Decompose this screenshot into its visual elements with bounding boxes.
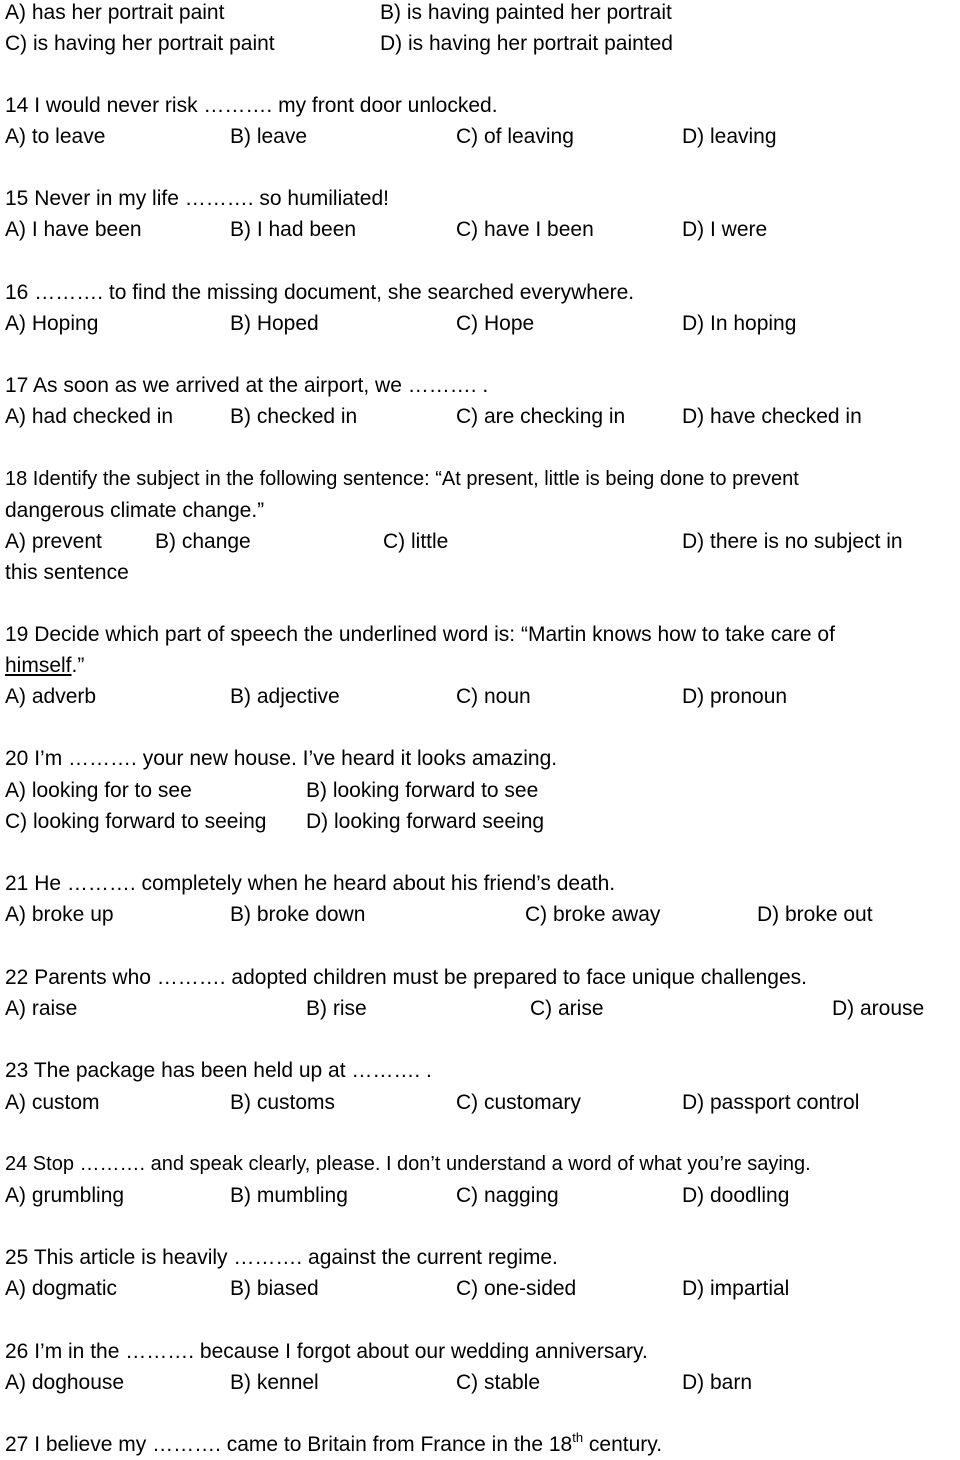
q18-option-d-continued: this sentence [5,561,129,584]
q19-option-d: D) pronoun [682,685,788,708]
q15-option-c: C) have I been [456,218,594,241]
q18-option-a: A) prevent [5,530,102,553]
q25-option-c: C) one-sided [456,1277,577,1300]
q18-stem-line2: dangerous climate change.” [5,499,265,522]
q26-option-d: D) barn [682,1371,753,1394]
q22-option-d: D) arouse [832,997,925,1020]
q18-option-b: B) change [155,530,251,553]
q13-option-a: A) has her portrait paint [5,1,225,24]
q13-option-c: C) is having her portrait paint [5,32,275,55]
q26-option-a: A) doghouse [5,1371,125,1394]
q17-option-a: A) had checked in [5,405,174,428]
q24-stem: 24 Stop ………. and speak clearly, please. I don’t understand a word of what you’re saying. [5,1153,811,1175]
q20-option-c: C) looking forward to seeing [5,810,267,833]
q25-option-d: D) impartial [682,1277,790,1300]
q16-stem: 16 ………. to find the missing document, she searched everywhere. [5,281,635,304]
q15-option-b: B) I had been [230,218,357,241]
q16-option-c: C) Hope [456,312,535,335]
q18-option-d: D) there is no subject in [682,530,903,553]
q19-stem-tail: .” [71,654,85,677]
q24-option-a: A) grumbling [5,1184,125,1207]
q22-option-b: B) rise [306,997,367,1020]
q27-ordinal-suffix: th [572,1430,584,1445]
q23-option-c: C) customary [456,1091,581,1114]
q22-option-c: C) arise [530,997,604,1020]
q20-option-b: B) looking forward to see [306,779,539,802]
q26-option-c: C) stable [456,1371,541,1394]
q14-stem: 14 I would never risk ………. my front door unlocked. [5,94,498,117]
q23-stem: 23 The package has been held up at ………. . [5,1059,432,1082]
q25-option-a: A) dogmatic [5,1277,118,1300]
q23-option-b: B) customs [230,1091,336,1114]
q21-option-d: D) broke out [757,903,873,926]
q13-option-b: B) is having painted her portrait [380,1,672,24]
q13-option-d: D) is having her portrait painted [380,32,673,55]
q14-option-b: B) leave [230,125,308,148]
q22-option-a: A) raise [5,997,78,1020]
q27-stem-main: 27 I believe my ………. came to Britain from France in the 18 [5,1433,573,1456]
q23-option-d: D) passport control [682,1091,860,1114]
q17-option-d: D) have checked in [682,405,862,428]
q19-stem-line1: 19 Decide which part of speech the underlined word is: “Martin knows how to take care of [5,623,835,646]
q22-stem: 22 Parents who ………. adopted children must be prepared to face unique challenges. [5,966,807,989]
q20-option-a: A) looking for to see [5,779,192,802]
q16-option-a: A) Hoping [5,312,99,335]
q17-option-c: C) are checking in [456,405,626,428]
q19-stem-line2 [5,650,84,681]
q21-option-b: B) broke down [230,903,366,926]
q21-option-a: A) broke up [5,903,114,926]
q24-option-b: B) mumbling [230,1184,348,1207]
q20-option-d: D) looking forward seeing [306,810,545,833]
q24-option-d: D) doodling [682,1184,790,1207]
q16-option-b: B) Hoped [230,312,319,335]
q15-option-d: D) I were [682,218,768,241]
q15-option-a: A) I have been [5,218,142,241]
q18-option-c: C) little [383,530,449,553]
q24-option-c: C) nagging [456,1184,559,1207]
q19-option-b: B) adjective [230,685,340,708]
q25-option-b: B) biased [230,1277,319,1300]
q18-stem-line1: 18 Identify the subject in the following sentence: “At present, little is being done to prevent [5,468,799,490]
q14-option-d: D) leaving [682,125,777,148]
q21-stem: 21 He ………. completely when he heard about his friend’s death. [5,872,616,895]
q23-option-a: A) custom [5,1091,100,1114]
q25-stem: 25 This article is heavily ………. against the current regime. [5,1246,558,1269]
q17-option-b: B) checked in [230,405,358,428]
q21-option-c: C) broke away [525,903,661,926]
q26-option-b: B) kennel [230,1371,319,1394]
q20-stem: 20 I’m ………. your new house. I’ve heard it looks amazing. [5,747,558,770]
q27-stem-tail: century. [583,1433,663,1456]
q19-option-c: C) noun [456,685,531,708]
q16-option-d: D) In hoping [682,312,797,335]
q15-stem: 15 Never in my life ………. so humiliated! [5,187,389,210]
q17-stem: 17 As soon as we arrived at the airport, we ………. . [5,374,489,397]
q27-stem [5,1429,662,1460]
q19-underlined-word: himself [5,654,72,677]
q26-stem: 26 I’m in the ………. because I forgot about our wedding anniversary. [5,1340,648,1363]
q14-option-a: A) to leave [5,125,106,148]
q14-option-c: C) of leaving [456,125,574,148]
q19-option-a: A) adverb [5,685,97,708]
